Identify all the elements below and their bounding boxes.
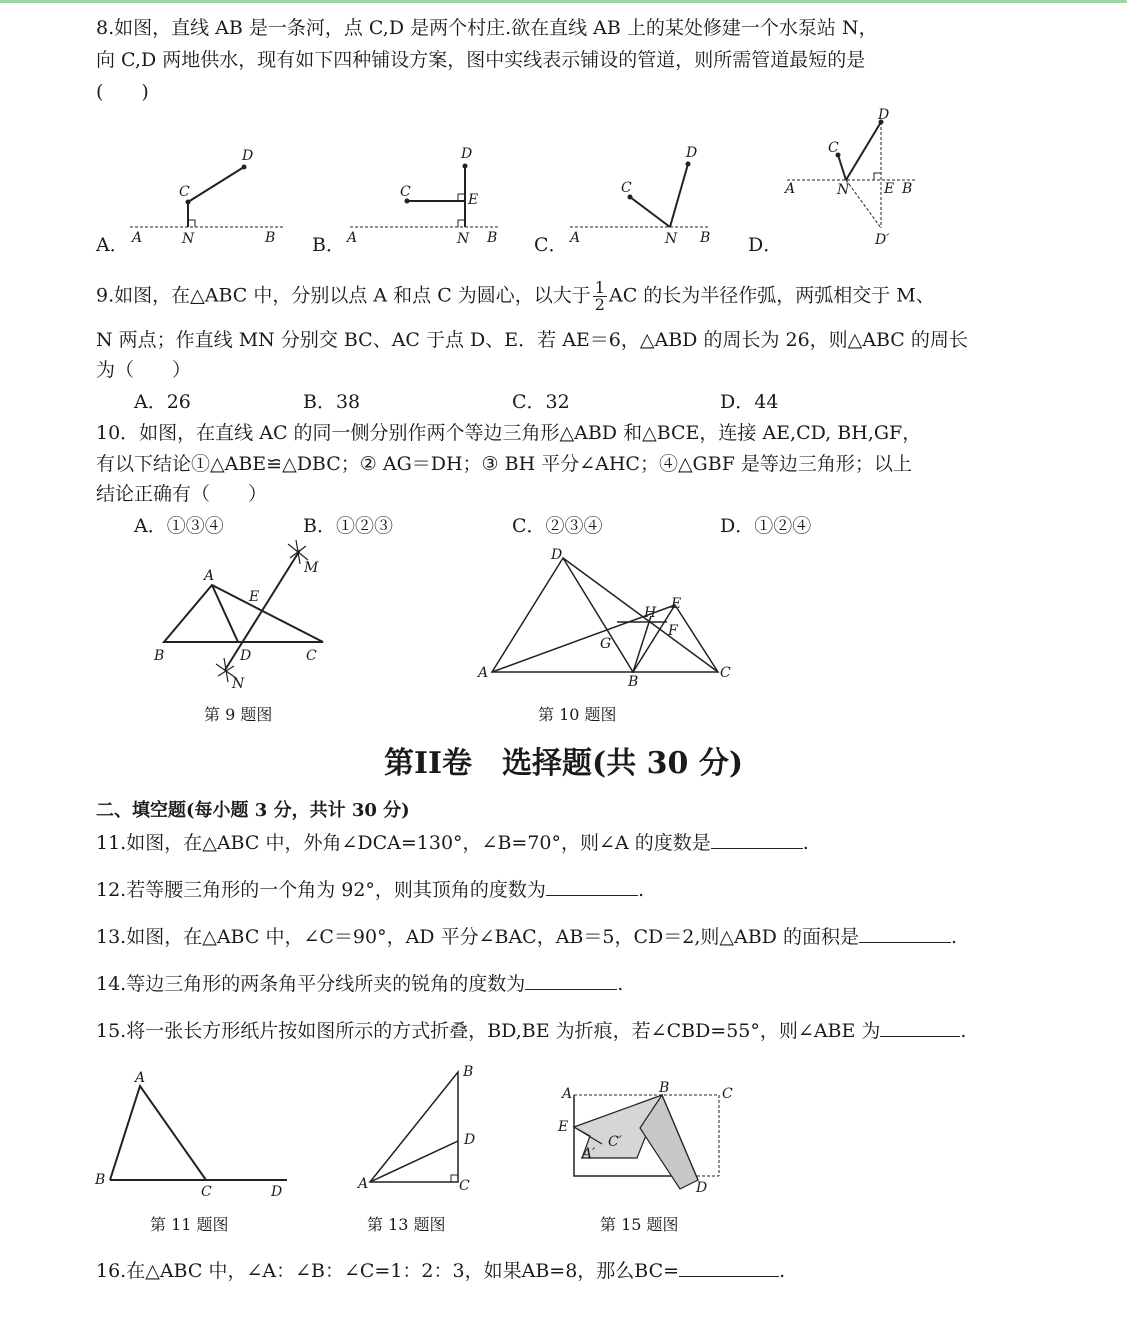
fig10-diagram <box>470 545 740 695</box>
fig10-label-b: B <box>628 674 639 690</box>
fig9-caption: 第 9 题图 <box>204 705 273 724</box>
q12-text: 12.若等腰三角形的一个角为 92°，则其顶角的度数为 <box>96 879 546 901</box>
q8d-label-dprime: D′ <box>875 232 890 248</box>
q14-answer-blank[interactable] <box>525 971 617 990</box>
q8a-figure <box>120 140 290 250</box>
q9-option-a: A．26 <box>134 391 191 413</box>
q8b-label-c: C <box>400 184 411 200</box>
q12-period: . <box>637 879 644 901</box>
q9-pre: 9.如图，在△ABC 中，分别以点 A 和点 C 为圆心，以大于 <box>96 284 591 307</box>
fig9-label-m: M <box>304 560 319 576</box>
q8d-label-a: A <box>785 181 796 197</box>
q8c-label-b: B <box>700 230 711 246</box>
q16-line <box>96 1258 785 1283</box>
q10-line1: 10．如图，在直线 AC 的同一侧分别作两个等边三角形△ABD 和△BCE，连接 AE,CD, BH,GF， <box>96 422 922 444</box>
part2-title: 第II卷 选择题(共 30 分) <box>383 746 744 781</box>
q9-post: AC 的长为半径作弧，两弧相交于 M、 <box>608 284 935 307</box>
q15-line <box>96 1018 966 1043</box>
q8d-label-e: E <box>884 181 895 197</box>
q8d-label-b: B <box>902 181 913 197</box>
fig15-label-a: A <box>562 1086 573 1102</box>
q8-option-c: C． <box>534 234 568 256</box>
q13-line <box>96 924 957 949</box>
q14-text: 14.等边三角形的两条角平分线所夹的锐角的度数为 <box>96 973 526 995</box>
q10-option-a: A．①③④ <box>134 515 224 537</box>
fig15-diagram <box>552 1080 752 1200</box>
fig11-diagram <box>95 1068 295 1203</box>
q12-answer-blank[interactable] <box>546 877 638 896</box>
q8c-label-n: N <box>665 231 678 247</box>
fig9-label-d: D <box>240 648 252 664</box>
q10-line2: 有以下结论①△ABE≌△DBC；② AG＝DH；③ BH 平分∠AHC；④△GBF 是等边三角形；以上 <box>96 453 912 475</box>
fig11-caption: 第 11 题图 <box>150 1215 229 1234</box>
q9-frac-den: 2 <box>594 295 605 314</box>
q8a-label-n: N <box>182 231 195 247</box>
q8d-label-c: C <box>828 140 839 156</box>
fig13-label-c: C <box>459 1178 470 1194</box>
q14-period: . <box>617 973 624 995</box>
q12-line <box>96 877 644 902</box>
fig15-caption: 第 15 题图 <box>600 1215 679 1234</box>
fig10-label-dtop: D <box>551 547 563 563</box>
fig9-diagram <box>150 540 340 700</box>
fig11-label-a: A <box>135 1070 146 1086</box>
fig15-label-d: D <box>696 1180 708 1196</box>
fig11-label-b: B <box>95 1172 106 1188</box>
q8b-label-n: N <box>457 231 470 247</box>
q13-period: . <box>950 926 957 948</box>
q9-option-b: B．38 <box>303 391 361 413</box>
fig9-label-a: A <box>204 568 215 584</box>
q16-text: 16.在△ABC 中，∠A：∠B：∠C=1：2：3，如果AB=8，那么BC= <box>96 1260 680 1282</box>
fig15-label-b: B <box>659 1080 670 1096</box>
q9-fraction <box>593 280 607 313</box>
fig13-label-d: D <box>464 1132 476 1148</box>
fig13-diagram <box>355 1062 485 1197</box>
q11-text: 11.如图，在△ABC 中，外角∠DCA=130°，∠B=70°，则∠A 的度数是 <box>96 832 711 854</box>
q9-line3: 为（ ） <box>96 359 192 381</box>
q8a-label-c: C <box>179 184 190 200</box>
q8-option-a: A． <box>96 234 129 256</box>
q8b-figure <box>335 140 505 250</box>
fig13-caption: 第 13 题图 <box>367 1215 446 1234</box>
fig10-caption: 第 10 题图 <box>538 705 617 724</box>
q9-option-c: C．32 <box>512 391 570 413</box>
q8b-label-a: A <box>347 230 358 246</box>
q8-paren: ( ) <box>96 81 149 103</box>
fig10-label-a: A <box>478 665 489 681</box>
fig15-label-e: E <box>558 1119 569 1135</box>
q14-line <box>96 971 623 996</box>
q11-period: . <box>802 832 809 854</box>
fig9-label-e: E <box>249 589 260 605</box>
fig15-label-c: C <box>722 1086 733 1102</box>
q16-answer-blank[interactable] <box>679 1258 779 1277</box>
q8-option-d: D． <box>748 234 783 256</box>
section-title: 二、填空题(每小题 3 分，共计 30 分) <box>96 800 410 821</box>
q11-line <box>96 830 809 855</box>
q9-line1 <box>96 280 935 313</box>
fig15-label-cprime: C′ <box>608 1134 622 1150</box>
fig11-label-d: D <box>271 1184 283 1200</box>
fig10-label-e: E <box>671 596 682 612</box>
q9-frac-num: 1 <box>594 278 605 297</box>
q8c-figure <box>560 140 730 250</box>
q13-text: 13.如图，在△ABC 中，∠C＝90°，AD 平分∠BAC，AB＝5，CD＝2,则△ABD 的面积是 <box>96 926 859 948</box>
q8a-label-a: A <box>132 230 143 246</box>
q15-answer-blank[interactable] <box>880 1018 960 1037</box>
q8d-figure <box>775 107 935 250</box>
q8c-label-c: C <box>621 180 632 196</box>
q8d-label-d: D <box>878 107 890 123</box>
q9-option-d: D．44 <box>720 391 779 413</box>
fig13-label-a: A <box>358 1176 369 1192</box>
fig10-label-f: F <box>668 623 678 639</box>
top-border <box>0 0 1127 3</box>
q11-answer-blank[interactable] <box>711 830 803 849</box>
q8-option-b: B． <box>312 234 345 256</box>
fig13-label-b: B <box>463 1064 474 1080</box>
q8c-label-a: A <box>570 230 581 246</box>
q10-option-b: B．①②③ <box>303 515 393 537</box>
q8b-label-e: E <box>468 192 479 208</box>
q10-line3: 结论正确有（ ） <box>96 483 268 505</box>
q8b-label-b: B <box>487 230 498 246</box>
fig9-label-n: N <box>232 676 245 692</box>
q9-line2: N 两点；作直线 MN 分别交 BC、AC 于点 D、E．若 AE＝6，△ABD 的周长为 26，则△ABC 的周长 <box>96 329 968 351</box>
q16-period: . <box>779 1260 786 1282</box>
fig9-label-c: C <box>306 648 317 664</box>
fig10-label-g: G <box>600 636 612 652</box>
q8-line2: 向 C,D 两地供水，现有如下四种铺设方案，图中实线表示铺设的管道，则所需管道最短的是 <box>96 49 866 71</box>
q8b-label-d: D <box>461 146 473 162</box>
q13-answer-blank[interactable] <box>859 924 951 943</box>
q15-text: 15.将一张长方形纸片按如图所示的方式折叠，BD,BE 为折痕，若∠CBD=55°，则∠ABE 为 <box>96 1020 881 1042</box>
q15-period: . <box>960 1020 967 1042</box>
q8c-label-d: D <box>686 145 698 161</box>
q10-option-d: D．①②④ <box>720 515 812 537</box>
fig15-label-aprime: A′ <box>582 1146 596 1162</box>
fig9-label-b: B <box>154 648 165 664</box>
q8d-label-n: N <box>837 182 850 198</box>
q8a-label-b: B <box>265 230 276 246</box>
q8-line1: 8.如图，直线 AB 是一条河，点 C,D 是两个村庄.欲在直线 AB 上的某处修建一个水泵站 N， <box>96 17 878 39</box>
fig11-label-c: C <box>201 1184 212 1200</box>
fig10-label-h: H <box>644 605 657 621</box>
q8a-label-d: D <box>242 148 254 164</box>
q10-option-c: C．②③④ <box>512 515 603 537</box>
fig10-label-c: C <box>720 665 731 681</box>
